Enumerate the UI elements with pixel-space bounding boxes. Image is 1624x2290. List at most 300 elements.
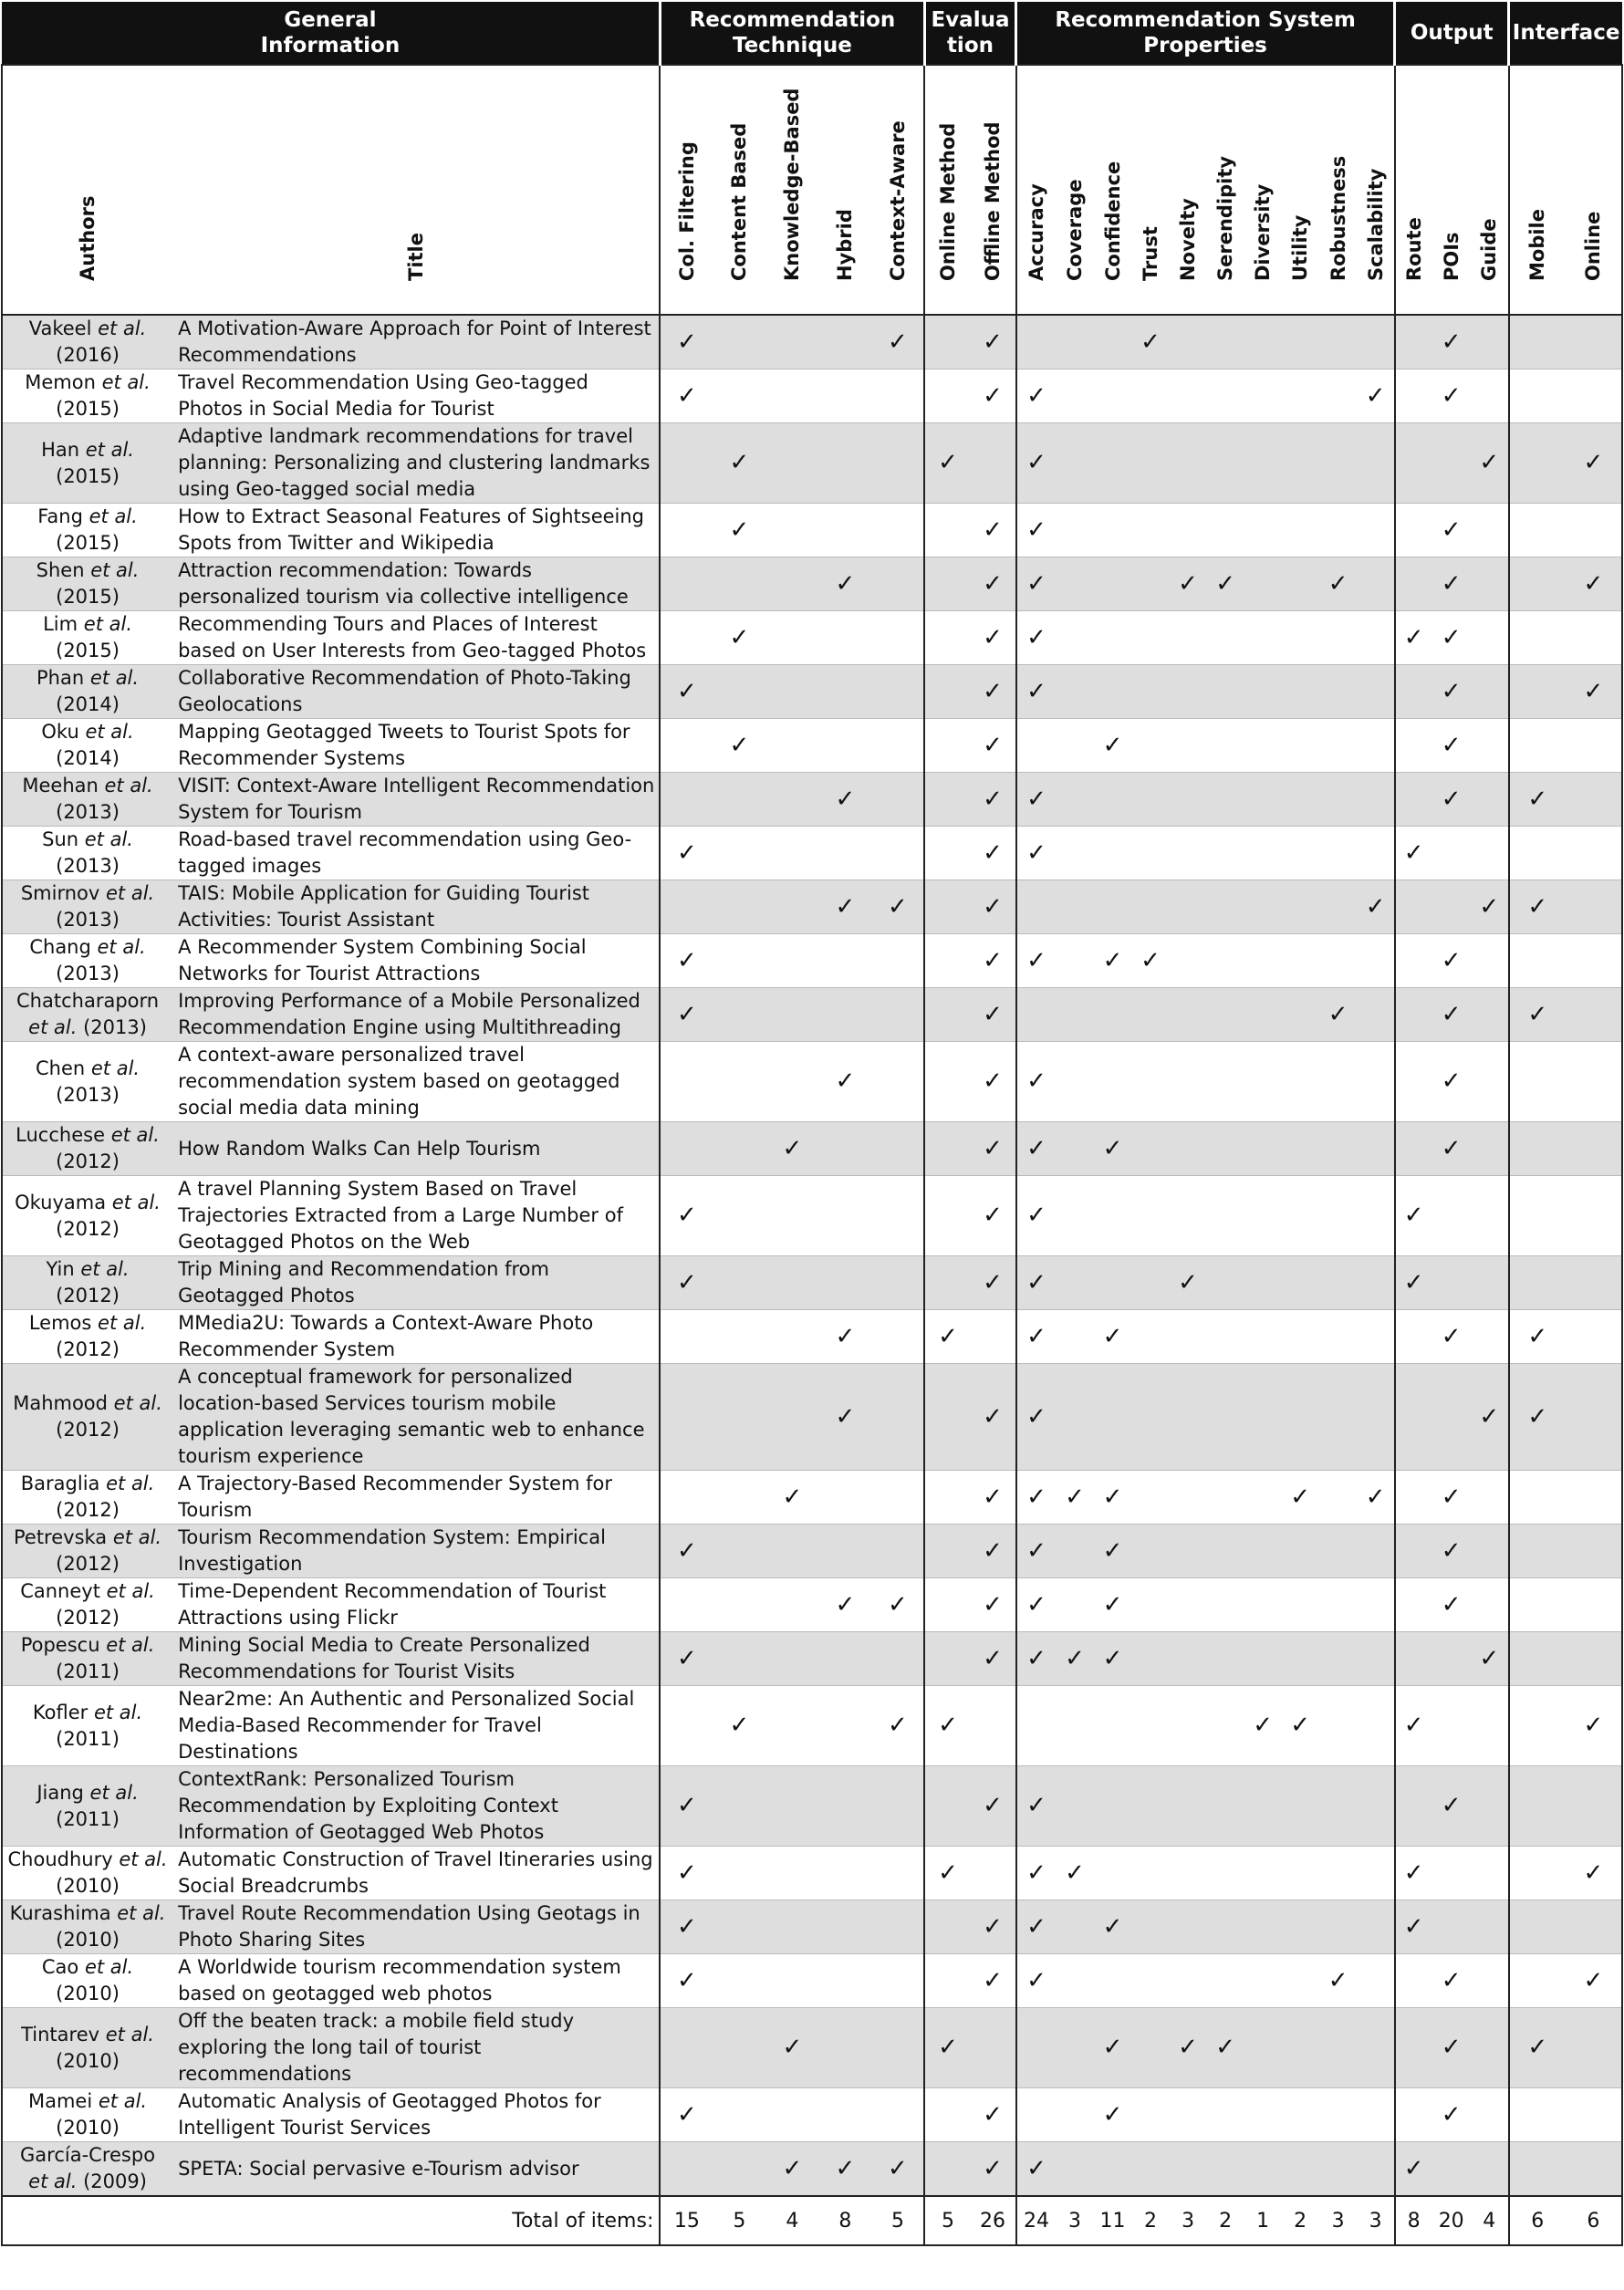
empty-cell (765, 934, 818, 988)
author-cell (2, 934, 172, 988)
empty-cell (1016, 880, 1057, 934)
empty-cell (1282, 423, 1319, 504)
empty-cell (1132, 423, 1170, 504)
empty-cell (1395, 1471, 1432, 1525)
author-year: (2010) (56, 1929, 120, 1951)
empty-cell (818, 2008, 871, 2088)
empty-cell (1244, 1525, 1282, 1578)
empty-cell (1395, 719, 1432, 773)
check-mark: ✓ (660, 1954, 713, 2008)
author-year: (2012) (56, 1285, 120, 1306)
column-header (1395, 65, 1432, 315)
empty-cell (1170, 1632, 1207, 1686)
author-etal: et al. (85, 438, 134, 461)
empty-cell (1282, 611, 1319, 665)
empty-cell (1471, 1578, 1509, 1632)
empty-cell (1057, 557, 1094, 611)
empty-cell (1509, 2142, 1566, 2197)
empty-cell (1566, 1766, 1622, 1847)
check-mark: ✓ (1395, 611, 1432, 665)
empty-cell (1207, 934, 1244, 988)
check-mark: ✓ (970, 1364, 1015, 1471)
empty-cell (765, 665, 818, 719)
check-mark: ✓ (660, 1632, 713, 1686)
empty-cell (1132, 1256, 1170, 1310)
check-mark: ✓ (1509, 1310, 1566, 1364)
empty-cell (1319, 370, 1358, 423)
empty-cell (1358, 665, 1395, 719)
check-mark: ✓ (1432, 773, 1471, 827)
empty-cell (713, 2142, 765, 2197)
column-header-label: Mobile (1526, 209, 1549, 281)
empty-cell (1207, 1525, 1244, 1578)
author-cell (2, 1256, 172, 1310)
check-mark: ✓ (970, 315, 1015, 370)
empty-cell (1132, 2142, 1170, 2197)
empty-cell (713, 1900, 765, 1954)
empty-cell (1207, 1364, 1244, 1471)
empty-cell (1170, 1364, 1207, 1471)
author-year: (2015) (56, 640, 120, 661)
empty-cell (1132, 1847, 1170, 1900)
check-mark: ✓ (660, 2088, 713, 2142)
group-header: Recommendation System Properties (1016, 2, 1395, 65)
empty-cell (765, 1632, 818, 1686)
check-mark: ✓ (871, 2142, 924, 2197)
empty-cell (1471, 1954, 1509, 2008)
check-mark: ✓ (1432, 1122, 1471, 1176)
empty-cell (1132, 2008, 1170, 2088)
empty-cell (1358, 1900, 1395, 1954)
empty-cell (1566, 988, 1622, 1042)
author-year: (2010) (56, 2117, 120, 2139)
empty-cell (1170, 988, 1207, 1042)
title-cell: A conceptual framework for personalized location-based Services tourism mobile application leveraging semantic web to enhance tourism experience (172, 1364, 660, 1471)
empty-cell (1282, 880, 1319, 934)
table-row (2, 1122, 1622, 1176)
author-name: Smirnov (20, 882, 100, 904)
empty-cell (1207, 2142, 1244, 2197)
empty-cell (1207, 1471, 1244, 1525)
empty-cell (1282, 1256, 1319, 1310)
empty-cell (924, 1578, 970, 1632)
empty-cell (1319, 827, 1358, 880)
empty-cell (713, 1176, 765, 1256)
title-cell: Road-based travel recommendation using Geo-tagged images (172, 827, 660, 880)
check-mark: ✓ (1432, 665, 1471, 719)
empty-cell (1244, 370, 1282, 423)
author-etal: et al. (90, 1057, 141, 1079)
empty-cell (765, 1766, 818, 1847)
column-header-label: Col. Filtering (675, 141, 698, 281)
empty-cell (1282, 2008, 1319, 2088)
empty-cell (924, 934, 970, 988)
empty-cell (1244, 773, 1282, 827)
author-etal: et al. (90, 559, 140, 581)
empty-cell (765, 1364, 818, 1471)
empty-cell (1207, 1900, 1244, 1954)
column-header (1170, 65, 1207, 315)
table-row (2, 315, 1622, 370)
empty-cell (871, 1364, 924, 1471)
author-etal: et al. (110, 1124, 160, 1146)
author-name: Lim (43, 613, 78, 635)
table-row (2, 1847, 1622, 1900)
author-name: Fang (37, 505, 83, 527)
empty-cell (871, 1042, 924, 1122)
empty-cell (1170, 1176, 1207, 1256)
check-mark: ✓ (970, 1042, 1015, 1122)
empty-cell (1471, 1900, 1509, 1954)
column-header (1432, 65, 1471, 315)
empty-cell (1132, 1954, 1170, 2008)
empty-cell (765, 719, 818, 773)
check-mark: ✓ (1358, 880, 1395, 934)
empty-cell (1471, 1847, 1509, 1900)
empty-cell (1319, 1766, 1358, 1847)
check-mark: ✓ (1094, 1632, 1132, 1686)
title-cell: Travel Recommendation Using Geo-tagged Photos in Social Media for Tourist (172, 370, 660, 423)
empty-cell (1244, 1310, 1282, 1364)
check-mark: ✓ (1509, 2008, 1566, 2088)
empty-cell (1244, 315, 1282, 370)
empty-cell (970, 1310, 1015, 1364)
empty-cell (871, 557, 924, 611)
empty-cell (970, 423, 1015, 504)
check-mark: ✓ (818, 1310, 871, 1364)
column-header-label: Content Based (728, 122, 751, 281)
empty-cell (1395, 557, 1432, 611)
check-mark: ✓ (765, 1122, 818, 1176)
empty-cell (1509, 1847, 1566, 1900)
check-mark: ✓ (1432, 1525, 1471, 1578)
empty-cell (1358, 1578, 1395, 1632)
check-mark: ✓ (1016, 1847, 1057, 1900)
author-cell (2, 504, 172, 557)
table-row (2, 423, 1622, 504)
empty-cell (1207, 827, 1244, 880)
column-header-label: Guide (1478, 218, 1501, 281)
title-cell: Time-Dependent Recommendation of Tourist Attractions using Flickr (172, 1578, 660, 1632)
empty-cell (1132, 880, 1170, 934)
empty-cell (818, 988, 871, 1042)
empty-cell (1358, 1954, 1395, 2008)
check-mark: ✓ (1016, 1954, 1057, 2008)
empty-cell (765, 423, 818, 504)
empty-cell (1132, 1364, 1170, 1471)
check-mark: ✓ (1509, 880, 1566, 934)
table-row (2, 988, 1622, 1042)
check-mark: ✓ (1207, 557, 1244, 611)
author-etal: et al. (111, 1191, 161, 1213)
author-year: (2013) (56, 801, 120, 823)
empty-cell (1094, 611, 1132, 665)
empty-cell (1094, 557, 1132, 611)
total-value: 6 (1509, 2196, 1566, 2245)
author-cell (2, 1954, 172, 2008)
empty-cell (1358, 1847, 1395, 1900)
author-cell (2, 1176, 172, 1256)
empty-cell (1395, 2088, 1432, 2142)
empty-cell (1509, 2088, 1566, 2142)
empty-cell (1566, 1310, 1622, 1364)
empty-cell (1244, 1042, 1282, 1122)
empty-cell (1207, 1766, 1244, 1847)
title-cell: Mining Social Media to Create Personalized Recommendations for Tourist Visits (172, 1632, 660, 1686)
empty-cell (970, 1686, 1015, 1766)
check-mark: ✓ (970, 1122, 1015, 1176)
empty-cell (1057, 2008, 1094, 2088)
empty-cell (1282, 934, 1319, 988)
check-mark: ✓ (818, 773, 871, 827)
empty-cell (1094, 1042, 1132, 1122)
empty-cell (1432, 423, 1471, 504)
empty-cell (1566, 1525, 1622, 1578)
empty-cell (818, 1686, 871, 1766)
title-cell: Trip Mining and Recommendation from Geotagged Photos (172, 1256, 660, 1310)
empty-cell (1358, 934, 1395, 988)
author-year: (2016) (56, 344, 120, 366)
check-mark: ✓ (970, 988, 1015, 1042)
author-year: (2012) (56, 1607, 120, 1629)
author-etal: et al. (89, 1781, 139, 1804)
author-etal: et al. (98, 317, 147, 339)
author-year: (2015) (56, 398, 120, 420)
check-mark: ✓ (970, 665, 1015, 719)
column-header-label: Trust (1140, 226, 1162, 281)
empty-cell (1509, 665, 1566, 719)
empty-cell (1566, 2088, 1622, 2142)
empty-cell (924, 504, 970, 557)
empty-cell (713, 2088, 765, 2142)
empty-cell (1471, 1471, 1509, 1525)
column-header-label: Route (1402, 217, 1425, 281)
check-mark: ✓ (1016, 2142, 1057, 2197)
empty-cell (1057, 2142, 1094, 2197)
check-mark: ✓ (1170, 557, 1207, 611)
check-mark: ✓ (1432, 719, 1471, 773)
empty-cell (924, 315, 970, 370)
empty-cell (818, 1847, 871, 1900)
empty-cell (1016, 315, 1057, 370)
title-cell: TAIS: Mobile Application for Guiding Tourist Activities: Tourist Assistant (172, 880, 660, 934)
empty-cell (871, 1632, 924, 1686)
total-value: 2 (1207, 2196, 1244, 2245)
empty-cell (1395, 1310, 1432, 1364)
title-cell: A Recommender System Combining Social Networks for Tourist Attractions (172, 934, 660, 988)
empty-cell (1395, 1525, 1432, 1578)
empty-cell (660, 504, 713, 557)
empty-cell (871, 988, 924, 1042)
total-value: 2 (1282, 2196, 1319, 2245)
empty-cell (871, 1176, 924, 1256)
empty-cell (713, 988, 765, 1042)
empty-cell (871, 2088, 924, 2142)
empty-cell (1244, 665, 1282, 719)
table-row (2, 773, 1622, 827)
table-row (2, 827, 1622, 880)
author-etal: et al. (106, 1580, 155, 1602)
check-mark: ✓ (970, 1256, 1015, 1310)
empty-cell (1057, 880, 1094, 934)
empty-cell (1132, 1766, 1170, 1847)
total-value: 24 (1016, 2196, 1057, 2245)
empty-cell (1057, 827, 1094, 880)
total-value: 4 (765, 2196, 818, 2245)
empty-cell (1057, 315, 1094, 370)
check-mark: ✓ (871, 1686, 924, 1766)
empty-cell (924, 1122, 970, 1176)
title-cell: VISIT: Context-Aware Intelligent Recommendation System for Tourism (172, 773, 660, 827)
empty-cell (1207, 2088, 1244, 2142)
empty-cell (871, 934, 924, 988)
check-mark: ✓ (924, 1686, 970, 1766)
empty-cell (1282, 719, 1319, 773)
author-name: Kofler (32, 1701, 88, 1723)
check-mark: ✓ (1016, 827, 1057, 880)
empty-cell (1282, 1578, 1319, 1632)
check-mark: ✓ (818, 557, 871, 611)
table-row (2, 504, 1622, 557)
empty-cell (713, 665, 765, 719)
check-mark: ✓ (713, 504, 765, 557)
empty-cell (1358, 1364, 1395, 1471)
author-etal: et al. (105, 2023, 154, 2045)
title-cell: Tourism Recommendation System: Empirical Investigation (172, 1525, 660, 1578)
empty-cell (871, 1954, 924, 2008)
author-cell (2, 557, 172, 611)
empty-cell (765, 773, 818, 827)
author-year: (2010) (56, 1875, 120, 1897)
empty-cell (1358, 504, 1395, 557)
empty-cell (1170, 1122, 1207, 1176)
empty-cell (924, 1176, 970, 1256)
empty-cell (1566, 1176, 1622, 1256)
check-mark: ✓ (1207, 2008, 1244, 2088)
empty-cell (1057, 1686, 1094, 1766)
check-mark: ✓ (1094, 2088, 1132, 2142)
check-mark: ✓ (765, 2142, 818, 2197)
table-body (2, 315, 1622, 2196)
empty-cell (1358, 773, 1395, 827)
author-year: (2015) (56, 532, 120, 554)
author-year: (2015) (56, 586, 120, 608)
column-header (1094, 65, 1132, 315)
empty-cell (1358, 611, 1395, 665)
empty-cell (660, 557, 713, 611)
column-header-label: Knowledge-Based (781, 88, 804, 281)
check-mark: ✓ (924, 423, 970, 504)
empty-cell (1132, 1525, 1170, 1578)
author-year: (2013) (56, 1083, 120, 1106)
total-value: 5 (924, 2196, 970, 2245)
title-cell: Off the beaten track: a mobile field study exploring the long tail of tourist recommendations (172, 2008, 660, 2088)
check-mark: ✓ (970, 370, 1015, 423)
empty-cell (924, 2088, 970, 2142)
empty-cell (1509, 1525, 1566, 1578)
check-mark: ✓ (1319, 988, 1358, 1042)
empty-cell (1432, 1176, 1471, 1256)
check-mark: ✓ (1432, 504, 1471, 557)
empty-cell (1319, 315, 1358, 370)
empty-cell (1509, 370, 1566, 423)
empty-cell (924, 880, 970, 934)
author-etal: et al. (119, 1848, 168, 1870)
empty-cell (1509, 611, 1566, 665)
check-mark: ✓ (1395, 1847, 1432, 1900)
title-cell: How Random Walks Can Help Tourism (172, 1122, 660, 1176)
empty-cell (1207, 1578, 1244, 1632)
column-header (1358, 65, 1395, 315)
empty-cell (818, 1471, 871, 1525)
empty-cell (1566, 1122, 1622, 1176)
table-row (2, 1766, 1622, 1847)
author-etal: et al. (98, 2090, 148, 2112)
empty-cell (1244, 1900, 1282, 1954)
check-mark: ✓ (924, 2008, 970, 2088)
empty-cell (1319, 773, 1358, 827)
column-header-label: Title (404, 232, 427, 281)
empty-cell (765, 504, 818, 557)
empty-cell (1244, 423, 1282, 504)
empty-cell (660, 1310, 713, 1364)
check-mark: ✓ (1016, 1310, 1057, 1364)
empty-cell (871, 719, 924, 773)
empty-cell (1282, 665, 1319, 719)
author-cell (2, 1525, 172, 1578)
total-value: 5 (713, 2196, 765, 2245)
empty-cell (1319, 1847, 1358, 1900)
table-row (2, 1256, 1622, 1310)
empty-cell (660, 719, 713, 773)
empty-cell (1282, 1632, 1319, 1686)
table-row (2, 1525, 1622, 1578)
empty-cell (871, 773, 924, 827)
check-mark: ✓ (660, 1900, 713, 1954)
empty-cell (660, 2008, 713, 2088)
column-header-label: Diversity (1252, 183, 1275, 281)
empty-cell (1319, 1364, 1358, 1471)
empty-cell (1094, 880, 1132, 934)
empty-cell (1207, 315, 1244, 370)
check-mark: ✓ (1170, 1256, 1207, 1310)
check-mark: ✓ (970, 2142, 1015, 2197)
column-header (818, 65, 871, 315)
table-row (2, 1471, 1622, 1525)
empty-cell (765, 1525, 818, 1578)
check-mark: ✓ (1282, 1471, 1319, 1525)
author-name: Jiang (36, 1781, 84, 1804)
check-mark: ✓ (818, 880, 871, 934)
empty-cell (1057, 370, 1094, 423)
empty-cell (1282, 1122, 1319, 1176)
check-mark: ✓ (1432, 2088, 1471, 2142)
empty-cell (1094, 2142, 1132, 2197)
empty-cell (1509, 827, 1566, 880)
empty-cell (1471, 2142, 1509, 2197)
empty-cell (924, 1954, 970, 2008)
check-mark: ✓ (1057, 1471, 1094, 1525)
empty-cell (1566, 1471, 1622, 1525)
empty-cell (1207, 370, 1244, 423)
empty-cell (924, 611, 970, 665)
empty-cell (924, 557, 970, 611)
empty-cell (1395, 1954, 1432, 2008)
check-mark: ✓ (1094, 1122, 1132, 1176)
empty-cell (1358, 988, 1395, 1042)
column-header (871, 65, 924, 315)
empty-cell (1319, 2008, 1358, 2088)
